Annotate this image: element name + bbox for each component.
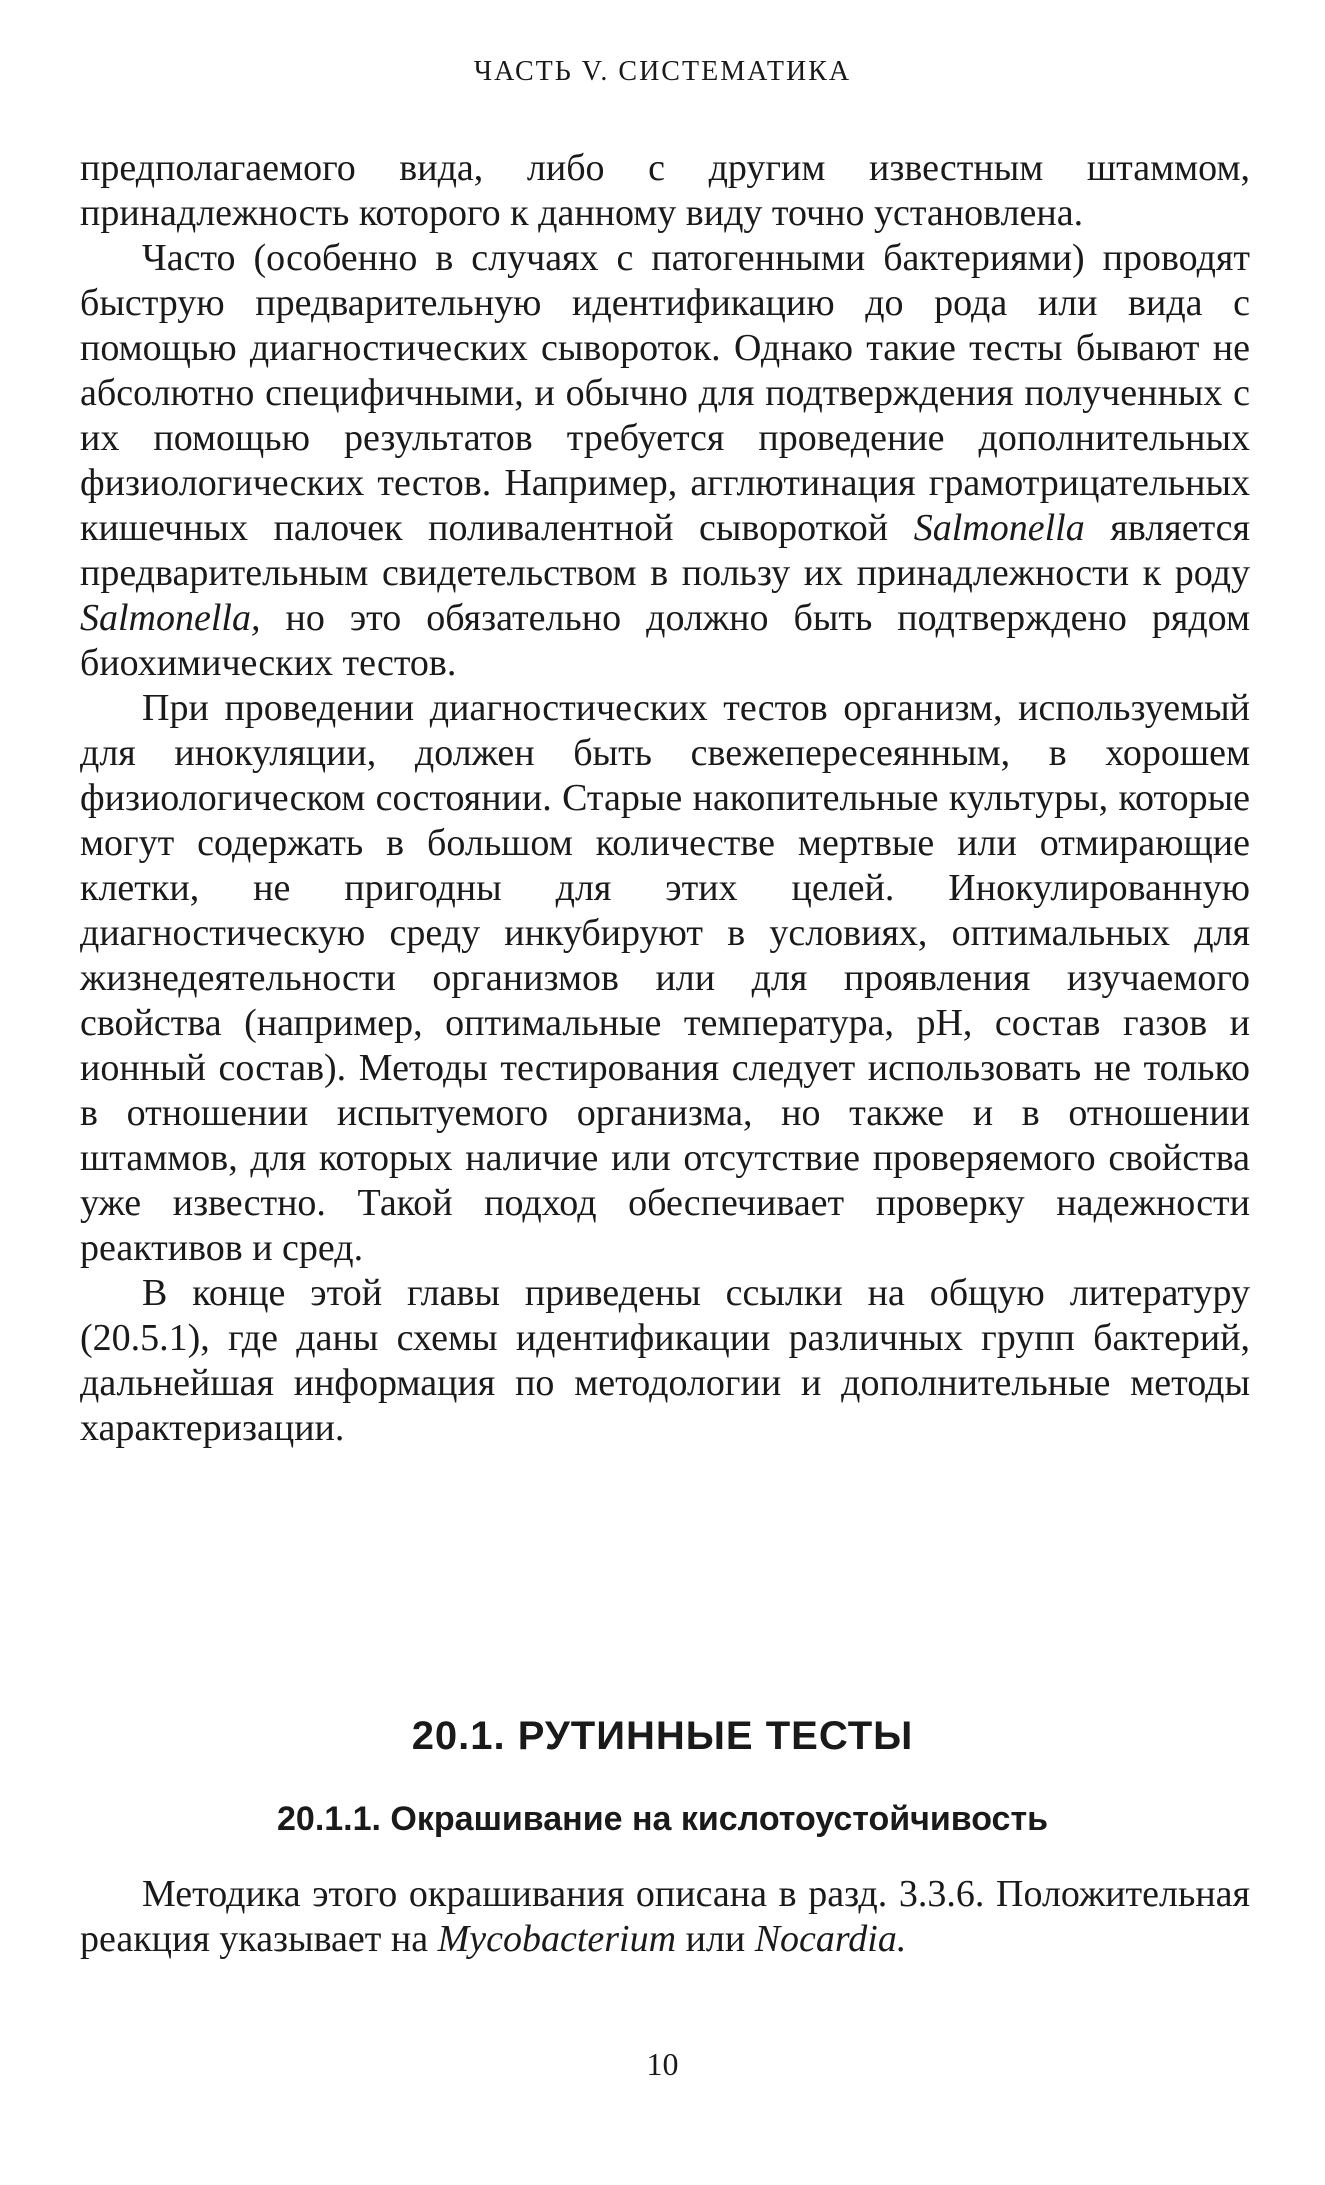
text-run: является предварительным свидетельством в пользу их принадлежности к роду xyxy=(80,507,1250,594)
text-run: Методика этого окрашивания описана в разд. 3.3.6. Положительная реакция указывает на xyxy=(80,1873,1250,1960)
page-number: 10 xyxy=(646,2046,679,2082)
running-head: ЧАСТЬ V. СИСТЕМАТИКА xyxy=(473,56,852,87)
section-text xyxy=(80,1872,1250,1962)
paragraph-references: В конце этой главы приведены ссылки на общую литературу (20.5.1), где даны схемы идентификации различных групп бактерий, дальнейшая информация по методологии и дополнительные методы характеризации. xyxy=(80,1272,1250,1449)
main-text xyxy=(80,146,1250,1451)
paragraph-acid-fast xyxy=(80,1872,1250,1962)
text-run: или xyxy=(676,1918,755,1960)
italic-genus-name: Salmonella, xyxy=(80,597,261,639)
section-title: 20.1. РУТИННЫЕ ТЕСТЫ xyxy=(411,1714,914,1758)
italic-genus-name: Nocardia. xyxy=(754,1918,907,1960)
text-run: но это обязательно должно быть подтверждено рядом биохимических тестов. xyxy=(80,597,1250,684)
text-run: Часто (особенно в случаях с патогенными бактериями) проводят быструю предварительную идентификацию до рода или вида с помощью диагностических сывороток. Однако такие тесты бывают не абсолютно специфичными, и обычно для подтверждения полученных с их помощью результатов требуется проведение дополнительных физиологических тестов. Например, агглютинация грамотрицательных кишечных палочек поливалентной сывороткой xyxy=(80,237,1250,549)
paragraph-continuation: предполагаемого вида, либо с другим известным штаммом, принадлежность которого к данному виду точно установлена. xyxy=(80,147,1250,234)
paragraph-sera-identification xyxy=(80,236,1250,686)
subsection-title: 20.1.1. Окрашивание на кислотоустойчивость xyxy=(277,1800,1048,1838)
italic-genus-name: Salmonella xyxy=(913,507,1085,549)
paragraph-test-conditions: При проведении диагностических тестов организм, используемый для инокуляции, должен быть свежепересеянным, в хорошем физиологическом состоянии. Старые накопительные культуры, которые могут содержать в большом количестве мертвые или отмирающие клетки, не пригодны для этих целей. Инокулированную диагностическую среду инкубируют в условиях, оптимальных для жизнедеятельности организмов или для проявления изучаемого свойства (например, оптимальные температура, pH, состав газов и ионный состав). Методы тестирования следует использовать не только в отношении испытуемого организма, но также и в отношении штаммов, для которых наличие или отсутствие проверяемого свойства уже известно. Такой подход обеспечивает проверку надежности реактивов и сред. xyxy=(80,687,1250,1269)
italic-genus-name: Mycobacterium xyxy=(437,1918,677,1960)
